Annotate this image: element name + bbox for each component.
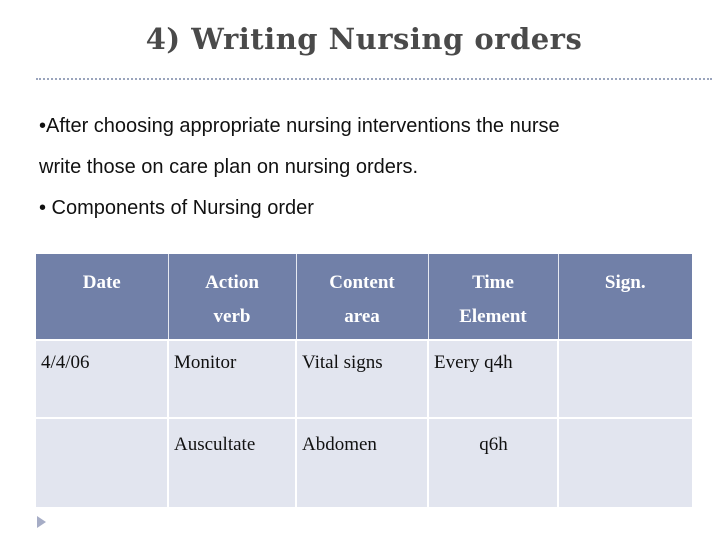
slide-title: 4) Writing Nursing orders (145, 22, 583, 56)
cell-time-element: Every q4h (428, 340, 558, 418)
dotted-divider (36, 78, 712, 80)
header-date-label: Date (82, 272, 121, 293)
header-action-line2: verb (213, 306, 251, 327)
cell-date: 4/4/06 (36, 340, 168, 418)
cell-action-verb: Monitor (168, 340, 296, 418)
nursing-order-table (36, 254, 692, 507)
cell-sign (558, 340, 692, 418)
header-content-area (296, 254, 428, 340)
cell-date (36, 418, 168, 507)
header-time-element (428, 254, 558, 340)
cell-content-area: Vital signs (296, 340, 428, 418)
header-content-line1: Content (329, 272, 395, 293)
header-content-line2: area (344, 306, 380, 327)
body-text (39, 106, 689, 229)
triangle-bullet-icon (37, 516, 46, 528)
header-action-verb (168, 254, 296, 340)
cell-sign (558, 418, 692, 507)
table-row (36, 418, 692, 507)
cell-action-verb: Auscultate (168, 418, 296, 507)
header-sign-label: Sign. (604, 272, 646, 293)
bullet-line-2: write those on care plan on nursing orders. (39, 156, 419, 178)
table-row (36, 340, 692, 418)
bullet-line-3: • Components of Nursing order (39, 197, 314, 219)
header-time-line1: Time (472, 272, 514, 293)
header-action-line1: Action (205, 272, 259, 293)
cell-time-element: q6h (428, 418, 558, 507)
bullet-line-1: •After choosing appropriate nursing interventions the nurse (39, 115, 560, 137)
header-sign (558, 254, 692, 340)
cell-content-area: Abdomen (296, 418, 428, 507)
table-header-row (36, 254, 692, 340)
header-time-line2: Element (459, 306, 527, 327)
header-date (36, 254, 168, 340)
